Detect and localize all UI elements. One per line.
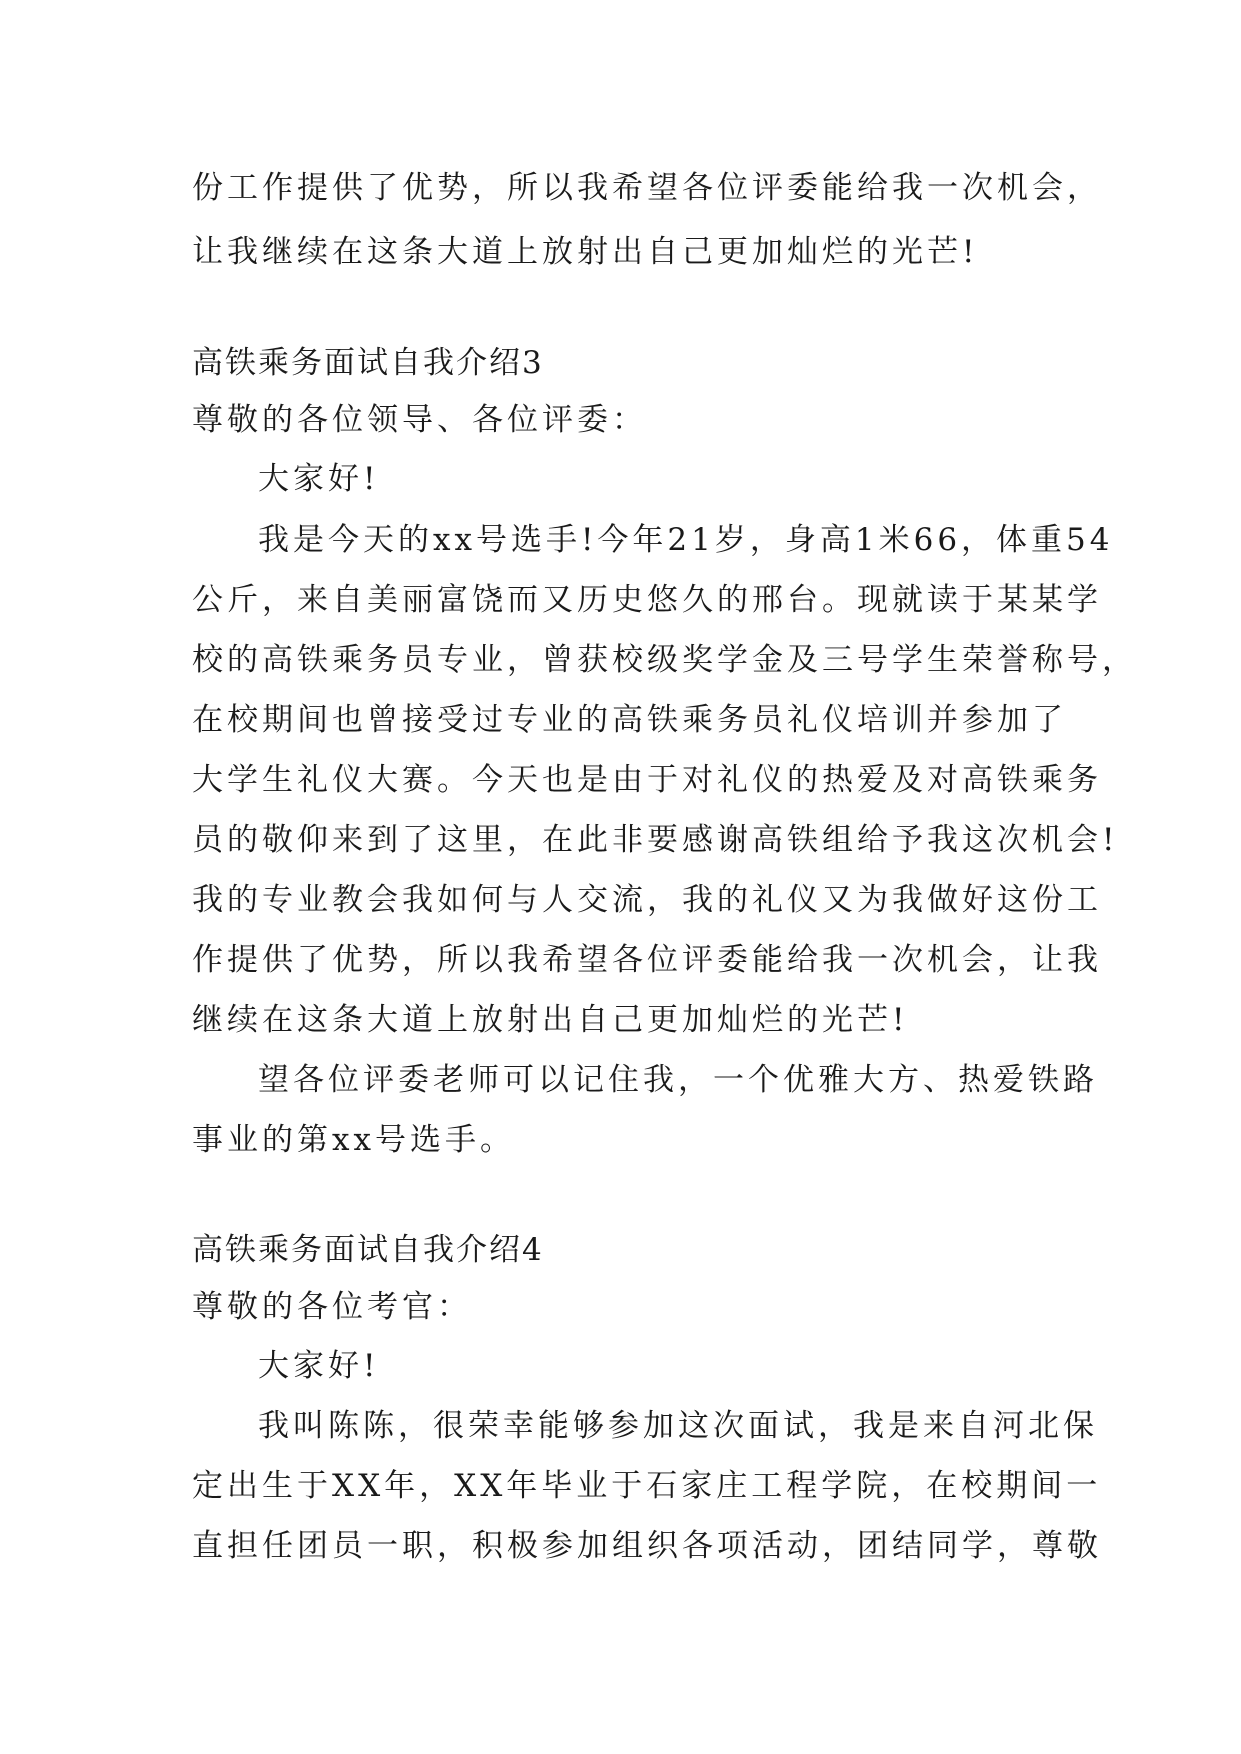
section-heading: 高铁乘务面试自我介绍4 bbox=[192, 1232, 544, 1268]
text-line: 继续在这条大道上放射出自己更加灿烂的光芒! bbox=[192, 1002, 909, 1038]
text-line: 校的高铁乘务员专业，曾获校级奖学金及三号学生荣誉称号， bbox=[192, 642, 1137, 678]
text-line: 份工作提供了优势，所以我希望各位评委能给我一次机会， bbox=[192, 170, 1102, 206]
text-line: 员的敬仰来到了这里，在此非要感谢高铁组给予我这次机会! bbox=[192, 822, 1119, 858]
text-line: 公斤，来自美丽富饶而又历史悠久的邢台。现就读于某某学 bbox=[192, 582, 1102, 618]
text-line: 事业的第xx号选手。 bbox=[192, 1122, 515, 1158]
text-line: 我是今天的xx号选手!今年21岁，身高1米66，体重54 bbox=[258, 522, 1114, 558]
text-line: 直担任团员一职，积极参加组织各项活动，团结同学，尊敬 bbox=[192, 1528, 1102, 1564]
text-line: 定出生于XX年，XX年毕业于石家庄工程学院，在校期间一 bbox=[192, 1468, 1102, 1504]
text-line: 让我继续在这条大道上放射出自己更加灿烂的光芒! bbox=[192, 234, 979, 270]
text-line: 望各位评委老师可以记住我，一个优雅大方、热爱铁路 bbox=[258, 1062, 1098, 1098]
greeting: 大家好! bbox=[258, 1348, 380, 1384]
text-line: 我叫陈陈，很荣幸能够参加这次面试，我是来自河北保 bbox=[258, 1408, 1098, 1444]
section-heading: 高铁乘务面试自我介绍3 bbox=[192, 345, 544, 381]
text-line: 我的专业教会我如何与人交流，我的礼仪又为我做好这份工 bbox=[192, 882, 1102, 918]
text-line: 大学生礼仪大赛。今天也是由于对礼仪的热爱及对高铁乘务 bbox=[192, 762, 1102, 798]
text-line: 作提供了优势，所以我希望各位评委能给我一次机会，让我 bbox=[192, 942, 1102, 978]
salutation: 尊敬的各位考官： bbox=[192, 1289, 472, 1325]
greeting: 大家好! bbox=[258, 461, 380, 497]
salutation: 尊敬的各位领导、各位评委： bbox=[192, 402, 647, 438]
text-line: 在校期间也曾接受过专业的高铁乘务员礼仪培训并参加了 bbox=[192, 702, 1067, 738]
